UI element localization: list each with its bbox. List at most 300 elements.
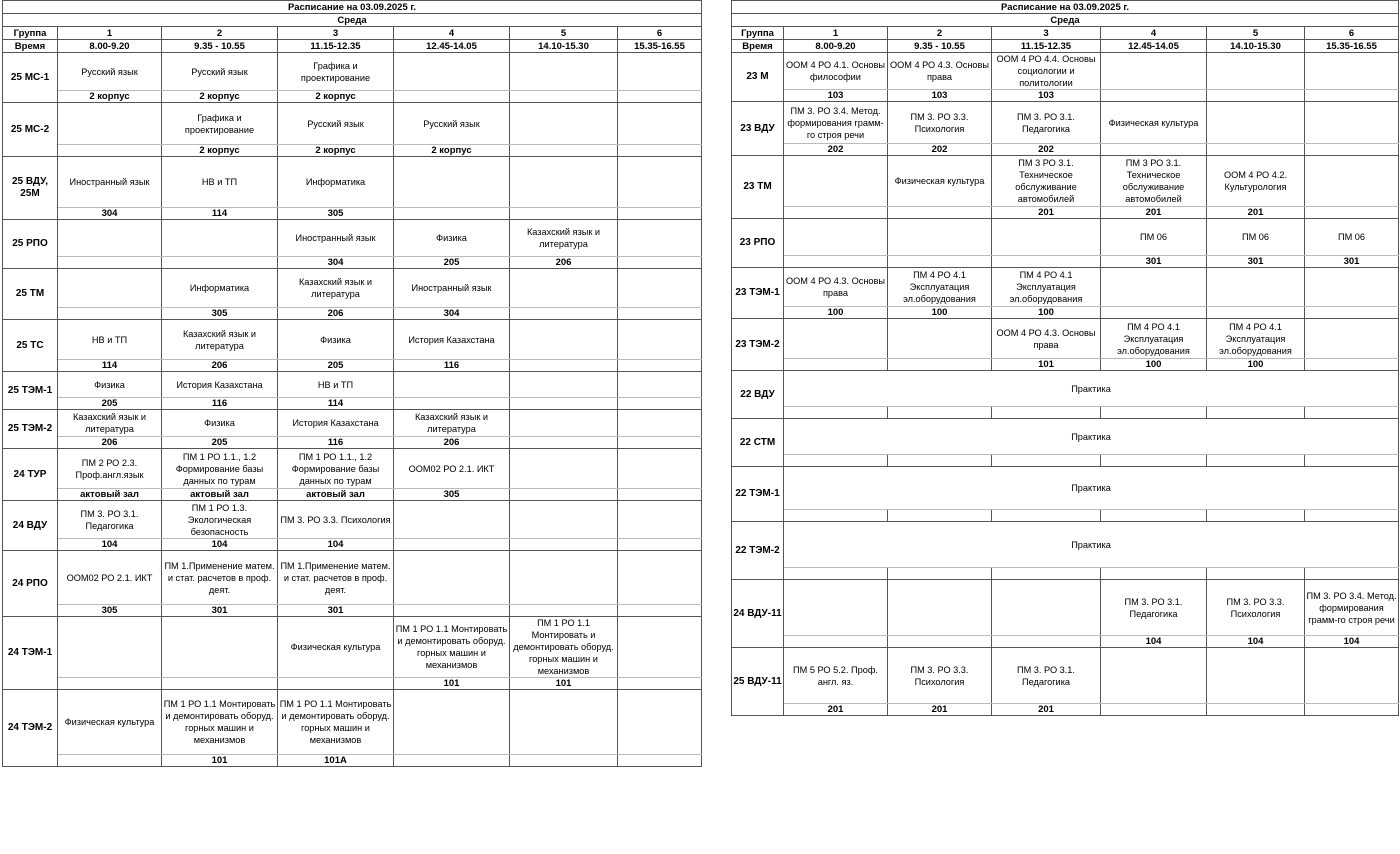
room-cell [58, 755, 162, 767]
subject-cell [510, 372, 618, 398]
time-header: Время [732, 40, 784, 53]
room-cell: 114 [162, 208, 278, 220]
subject-cell: Физическая культура [58, 690, 162, 755]
room-row [732, 144, 1399, 156]
subject-cell [784, 319, 888, 359]
room-cell: 206 [278, 308, 394, 320]
group-row [3, 449, 702, 489]
room-cell: 201 [888, 704, 992, 716]
room-cell [58, 678, 162, 690]
pair-time: 14.10-15.30 [510, 40, 618, 53]
subject-cell: ПМ 5 РО 5.2. Проф. англ. яз. [784, 648, 888, 704]
room-cell [162, 257, 278, 269]
group-name: 24 ВДУ [3, 501, 58, 551]
subject-cell: ПМ 3. РО 3.1. Педагогика [58, 501, 162, 539]
room-cell [888, 359, 992, 371]
subject-cell [618, 103, 702, 145]
subject-cell [58, 617, 162, 678]
subject-cell: ПМ 3 РО 3.1. Техническое обслуживание автомобилей [1101, 156, 1207, 207]
subject-cell [394, 690, 510, 755]
group-name: 22 ТЭМ-2 [732, 522, 784, 580]
room-cell [784, 407, 888, 419]
room-cell [888, 510, 992, 522]
group-name: 22 СТМ [732, 419, 784, 467]
subject-cell: ПМ 2 РО 2.3. Проф.англ.язык [58, 449, 162, 489]
room-row [732, 636, 1399, 648]
subject-cell: ПМ 06 [1305, 219, 1399, 256]
schedule-sheet-left [2, 0, 701, 767]
room-cell: 301 [162, 605, 278, 617]
subject-cell: Казахский язык и литература [510, 220, 618, 257]
subject-cell [1305, 648, 1399, 704]
room-cell: 202 [888, 144, 992, 156]
room-cell [58, 145, 162, 157]
room-cell: 305 [162, 308, 278, 320]
subject-cell: Информатика [162, 269, 278, 308]
subject-cell [162, 617, 278, 678]
subject-cell: Информатика [278, 157, 394, 208]
room-cell: актовый зал [58, 489, 162, 501]
subject-cell: ПМ 1 РО 1.1., 1.2 Формирование базы данных по турам [162, 449, 278, 489]
subject-cell: ПМ 06 [1101, 219, 1207, 256]
room-cell: 104 [278, 539, 394, 551]
subject-cell: Казахский язык и литература [58, 410, 162, 437]
pair-time: 11.15-12.35 [992, 40, 1101, 53]
subject-cell [510, 690, 618, 755]
schedule-table-right [731, 0, 1399, 716]
room-cell [58, 308, 162, 320]
room-cell: 100 [1207, 359, 1305, 371]
subject-cell: ООМ 4 РО 4.3. Основы права [992, 319, 1101, 359]
room-cell [510, 755, 618, 767]
pair-time: 9.35 - 10.55 [162, 40, 278, 53]
room-cell: 201 [992, 207, 1101, 219]
subject-cell: Физика [278, 320, 394, 360]
subject-cell [1101, 53, 1207, 90]
subject-cell: ПМ 06 [1207, 219, 1305, 256]
pair-time: 8.00-9.20 [784, 40, 888, 53]
group-row [732, 219, 1399, 256]
subject-cell: ПМ 3. РО 3.3. Психология [278, 501, 394, 539]
group-row [732, 319, 1399, 359]
room-cell: 202 [992, 144, 1101, 156]
room-cell [888, 455, 992, 467]
group-row [3, 690, 702, 755]
room-row [732, 568, 1399, 580]
subject-cell: НВ и ТП [278, 372, 394, 398]
room-cell [1101, 568, 1207, 580]
day-of-week: Среда [732, 14, 1399, 27]
subject-cell [510, 551, 618, 605]
subject-cell [394, 372, 510, 398]
room-cell: 2 корпус [58, 91, 162, 103]
subject-cell: Физика [162, 410, 278, 437]
room-cell [618, 489, 702, 501]
group-name: 23 РПО [732, 219, 784, 268]
room-cell [888, 636, 992, 648]
group-row [3, 372, 702, 398]
subject-cell: ПМ 3. РО 3.1. Педагогика [992, 102, 1101, 144]
group-name: 25 РПО [3, 220, 58, 269]
room-cell: 116 [162, 398, 278, 410]
subject-cell [888, 219, 992, 256]
room-cell: 205 [394, 257, 510, 269]
group-name: 23 ТЭМ-1 [732, 268, 784, 319]
room-cell: 103 [992, 90, 1101, 102]
group-name: 23 ВДУ [732, 102, 784, 156]
group-row [3, 320, 702, 360]
room-cell [992, 568, 1101, 580]
group-row [732, 580, 1399, 636]
subject-cell: ПМ 1 РО 1.1 Монтировать и демонтировать оборуд. горных машин и механизмов [394, 617, 510, 678]
room-cell [618, 437, 702, 449]
group-name: 25 ВДУ, 25М [3, 157, 58, 220]
group-name: 24 ТУР [3, 449, 58, 501]
subject-cell [510, 449, 618, 489]
subject-cell: ООМ 4 РО 4.4. Основы социологии и политологии [992, 53, 1101, 90]
room-cell [618, 257, 702, 269]
schedule-table-left [2, 0, 702, 767]
subject-cell: ПМ 1 РО 1.1 Монтировать и демонтировать оборуд. горных машин и механизмов [510, 617, 618, 678]
subject-cell: ПМ 4 РО 4.1 Эксплуатация эл.оборудования [1101, 319, 1207, 359]
subject-cell: ПМ 3. РО 3.1. Педагогика [1101, 580, 1207, 636]
subject-cell [1101, 268, 1207, 307]
day-row [732, 14, 1399, 27]
day-row [3, 14, 702, 27]
pair-time: 9.35 - 10.55 [888, 40, 992, 53]
room-cell: 2 корпус [162, 91, 278, 103]
room-cell [1207, 704, 1305, 716]
room-cell [1207, 455, 1305, 467]
subject-cell: ПМ 1 РО 1.3. Экологическая безопасность [162, 501, 278, 539]
subject-cell: ПМ 3. РО 3.4. Метод. формирования грамм-го строя речи [784, 102, 888, 144]
pair-time: 12.45-14.05 [1101, 40, 1207, 53]
pair-number: 6 [1305, 27, 1399, 40]
subject-cell: ПМ 1 РО 1.1 Монтировать и демонтировать оборуд. горных машин и механизмов [162, 690, 278, 755]
subject-cell [784, 219, 888, 256]
room-row [732, 90, 1399, 102]
subject-cell: Графика и проектирование [278, 53, 394, 91]
room-row [732, 307, 1399, 319]
subject-cell: ПМ 4 РО 4.1 Эксплуатация эл.оборудования [1207, 319, 1305, 359]
subject-cell [1305, 319, 1399, 359]
group-name: 22 ТЭМ-1 [732, 467, 784, 522]
group-row [732, 156, 1399, 207]
room-cell [510, 145, 618, 157]
room-cell: 101 [162, 755, 278, 767]
subject-cell: ООМ 4 РО 4.1. Основы философии [784, 53, 888, 90]
subject-cell: История Казахстана [394, 320, 510, 360]
subject-cell [58, 220, 162, 257]
group-row [732, 648, 1399, 704]
subject-cell: История Казахстана [278, 410, 394, 437]
room-cell [992, 510, 1101, 522]
group-row [732, 371, 1399, 407]
subject-cell: Иностранный язык [58, 157, 162, 208]
room-cell [618, 539, 702, 551]
subject-cell: Русский язык [278, 103, 394, 145]
subject-cell [510, 53, 618, 91]
room-cell [784, 510, 888, 522]
subject-cell [162, 220, 278, 257]
subject-cell [1207, 102, 1305, 144]
subject-cell [510, 157, 618, 208]
group-name: 24 ТЭМ-1 [3, 617, 58, 690]
pair-number: 4 [394, 27, 510, 40]
time-row [732, 40, 1399, 53]
subject-cell: Иностранный язык [394, 269, 510, 308]
room-cell [394, 398, 510, 410]
room-row [3, 489, 702, 501]
room-cell: 2 корпус [162, 145, 278, 157]
group-row [3, 53, 702, 91]
room-row [3, 208, 702, 220]
subject-cell [888, 580, 992, 636]
subject-cell: ПМ 1 РО 1.1 Монтировать и демонтировать оборуд. горных машин и механизмов [278, 690, 394, 755]
room-cell: 304 [394, 308, 510, 320]
room-cell [618, 360, 702, 372]
group-row [732, 522, 1399, 568]
day-of-week: Среда [3, 14, 702, 27]
room-cell [1207, 407, 1305, 419]
room-row [732, 207, 1399, 219]
group-name: 25 ТЭМ-2 [3, 410, 58, 449]
room-cell [1305, 455, 1399, 467]
subject-cell: НВ и ТП [162, 157, 278, 208]
time-row [3, 40, 702, 53]
subject-cell [784, 156, 888, 207]
subject-cell [1207, 53, 1305, 90]
room-row [3, 755, 702, 767]
room-cell [992, 455, 1101, 467]
room-cell [394, 208, 510, 220]
pair-time: 8.00-9.20 [58, 40, 162, 53]
schedule-title: Расписание на 03.09.2025 г. [3, 1, 702, 14]
subject-cell: ПМ 3. РО 3.3. Психология [888, 102, 992, 144]
group-name: 25 МС-2 [3, 103, 58, 157]
pair-time: 12.45-14.05 [394, 40, 510, 53]
subject-cell: ПМ 4 РО 4.1 Эксплуатация эл.оборудования [992, 268, 1101, 307]
room-cell [1207, 144, 1305, 156]
room-cell [278, 678, 394, 690]
group-row [732, 53, 1399, 90]
group-row [3, 410, 702, 437]
group-row [732, 102, 1399, 144]
subject-cell [1207, 648, 1305, 704]
pair-time: 15.35-16.55 [1305, 40, 1399, 53]
group-name: 22 ВДУ [732, 371, 784, 419]
room-cell [618, 145, 702, 157]
room-cell [510, 489, 618, 501]
room-cell: 301 [1207, 256, 1305, 268]
subject-cell: Физическая культура [1101, 102, 1207, 144]
pair-number-row [3, 27, 702, 40]
subject-cell: ООМ02 РО 2.1. ИКТ [394, 449, 510, 489]
subject-cell: ПМ 1 РО 1.1., 1.2 Формирование базы данных по турам [278, 449, 394, 489]
subject-cell: ООМ02 РО 2.1. ИКТ [58, 551, 162, 605]
group-row [3, 103, 702, 145]
subject-cell: Казахский язык и литература [278, 269, 394, 308]
room-cell [618, 208, 702, 220]
subject-cell: Русский язык [394, 103, 510, 145]
room-row [3, 145, 702, 157]
subject-cell: Русский язык [58, 53, 162, 91]
room-cell: 206 [162, 360, 278, 372]
subject-cell: Казахский язык и литература [162, 320, 278, 360]
room-cell [784, 256, 888, 268]
room-cell [1101, 510, 1207, 522]
room-cell [618, 678, 702, 690]
room-cell [1305, 144, 1399, 156]
room-cell [510, 605, 618, 617]
subject-cell [58, 269, 162, 308]
room-cell: 104 [1207, 636, 1305, 648]
subject-cell [992, 580, 1101, 636]
subject-cell [618, 449, 702, 489]
room-cell: 305 [394, 489, 510, 501]
room-cell: 101А [278, 755, 394, 767]
subject-cell: Иностранный язык [278, 220, 394, 257]
room-cell [510, 398, 618, 410]
subject-cell: ООМ 4 РО 4.2. Культурология [1207, 156, 1305, 207]
subject-cell: ООМ 4 РО 4.3. Основы права [784, 268, 888, 307]
room-cell [394, 605, 510, 617]
subject-cell [394, 53, 510, 91]
group-name: 23 М [732, 53, 784, 102]
group-name: 25 ТС [3, 320, 58, 372]
room-cell [394, 91, 510, 103]
subject-cell [510, 103, 618, 145]
room-cell [1207, 90, 1305, 102]
room-cell: 2 корпус [394, 145, 510, 157]
room-cell [510, 91, 618, 103]
group-row [3, 617, 702, 678]
subject-cell [618, 53, 702, 91]
room-cell [992, 256, 1101, 268]
room-cell [618, 755, 702, 767]
subject-cell: История Казахстана [162, 372, 278, 398]
room-row [3, 437, 702, 449]
subject-cell: Физика [394, 220, 510, 257]
room-cell [784, 359, 888, 371]
room-cell [1305, 407, 1399, 419]
group-name: 25 ТМ [3, 269, 58, 320]
room-cell [1101, 407, 1207, 419]
practice-cell: Практика [784, 467, 1399, 510]
room-cell: 116 [394, 360, 510, 372]
room-cell [888, 407, 992, 419]
pair-time: 15.35-16.55 [618, 40, 702, 53]
room-cell [510, 360, 618, 372]
room-cell [1101, 704, 1207, 716]
group-row [732, 268, 1399, 307]
room-cell [618, 605, 702, 617]
subject-cell [394, 551, 510, 605]
room-cell [162, 678, 278, 690]
subject-cell: ПМ 3. РО 3.3. Психология [1207, 580, 1305, 636]
room-cell: 206 [58, 437, 162, 449]
pair-number: 6 [618, 27, 702, 40]
room-cell: 116 [278, 437, 394, 449]
room-row [732, 455, 1399, 467]
room-cell: 301 [1101, 256, 1207, 268]
pair-number: 1 [58, 27, 162, 40]
room-cell [888, 207, 992, 219]
pair-number: 4 [1101, 27, 1207, 40]
subject-cell [394, 501, 510, 539]
room-row [3, 360, 702, 372]
schedule-title: Расписание на 03.09.2025 г. [732, 1, 1399, 14]
subject-cell [618, 157, 702, 208]
room-cell: 104 [162, 539, 278, 551]
practice-cell: Практика [784, 371, 1399, 407]
subject-cell: НВ и ТП [58, 320, 162, 360]
room-cell: 114 [278, 398, 394, 410]
subject-cell [618, 320, 702, 360]
subject-cell [510, 501, 618, 539]
group-name: 24 ТЭМ-2 [3, 690, 58, 767]
group-row [3, 269, 702, 308]
subject-cell [510, 269, 618, 308]
room-cell [510, 308, 618, 320]
room-cell [1305, 90, 1399, 102]
room-cell: актовый зал [278, 489, 394, 501]
subject-cell [1305, 53, 1399, 90]
room-cell: 301 [278, 605, 394, 617]
room-cell: 201 [1101, 207, 1207, 219]
subject-cell: Физическая культура [888, 156, 992, 207]
subject-cell [618, 372, 702, 398]
room-cell [394, 755, 510, 767]
room-cell: 100 [992, 307, 1101, 319]
pair-number: 5 [510, 27, 618, 40]
subject-cell: ПМ 3. РО 3.3. Психология [888, 648, 992, 704]
room-row [732, 510, 1399, 522]
title-row [3, 1, 702, 14]
subject-cell [1305, 268, 1399, 307]
pair-number: 3 [278, 27, 394, 40]
group-row [3, 157, 702, 208]
subject-cell [618, 410, 702, 437]
pair-number: 2 [162, 27, 278, 40]
room-cell: 206 [394, 437, 510, 449]
group-name: 25 ВДУ-11 [732, 648, 784, 716]
pair-number: 1 [784, 27, 888, 40]
room-row [732, 407, 1399, 419]
subject-cell [510, 410, 618, 437]
room-cell [784, 207, 888, 219]
room-cell [1305, 568, 1399, 580]
room-row [3, 398, 702, 410]
room-cell [1207, 568, 1305, 580]
room-cell: актовый зал [162, 489, 278, 501]
room-cell [1207, 510, 1305, 522]
subject-cell [1207, 268, 1305, 307]
room-cell: 201 [992, 704, 1101, 716]
pair-number: 3 [992, 27, 1101, 40]
subject-cell [618, 220, 702, 257]
room-cell: 305 [278, 208, 394, 220]
subject-cell: Графика и проектирование [162, 103, 278, 145]
room-cell [1305, 704, 1399, 716]
pair-number: 2 [888, 27, 992, 40]
room-cell: 301 [1305, 256, 1399, 268]
room-row [3, 678, 702, 690]
subject-cell [618, 617, 702, 678]
room-cell [888, 256, 992, 268]
subject-cell: ПМ 3 РО 3.1. Техническое обслуживание автомобилей [992, 156, 1101, 207]
room-cell: 101 [510, 678, 618, 690]
